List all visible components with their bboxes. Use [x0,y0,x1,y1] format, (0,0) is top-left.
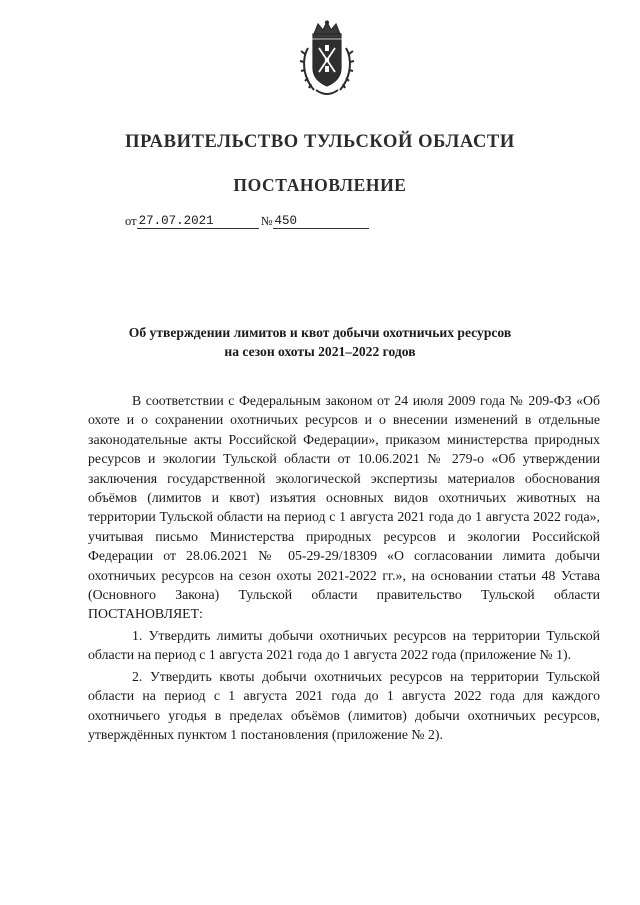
subject-line-2: на сезон охоты 2021–2022 годов [224,344,416,359]
government-title: ПРАВИТЕЛЬСТВО ТУЛЬСКОЙ ОБЛАСТИ [125,132,515,152]
document-subject [0,323,640,361]
date-number-line [125,211,369,229]
from-label: от [125,214,137,228]
item-2-paragraph: 2. Утвердить квоты добычи охотничьих ресурсов на территории Тульской области на период с 1 августа 2021 года до 1 августа 2022 года для каждого охотничьего угодья в пределах объёмов (лимитов) добычи охотничьих ресурсов, утверждённых пунктом 1 постановления (приложение № 2). [88,668,600,742]
document-number: 450 [273,214,369,229]
document-type: ПОСТАНОВЛЕНИЕ [233,175,407,195]
item-1-paragraph: 1. Утвердить лимиты добычи охотничьих ресурсов на территории Тульской области на период с 1 августа 2021 года до 1 августа 2022 года (приложение № 1). [88,627,600,663]
tula-coat-of-arms-icon [296,20,358,100]
subject-line-1: Об утверждении лимитов и квот добычи охотничьих ресурсов [128,325,512,340]
document-date: 27.07.2021 [137,214,259,229]
preamble-paragraph: В соответствии с Федеральным законом от 24 июля 2009 года № 209-ФЗ «Об охоте и о сохранении охотничьих ресурсов и о внесении изменений в отдельные законодательные акты Российской Федерации», приказом министерства природных ресурсов и экологии Тульской области от 10.06.2021 № 279-о «Об утверждении заключения государственной экологической экспертизы материалов обоснования объёмов (лимитов и квот) изъятия основных видов охотничьих животных на территории Тульской области на период с 1 августа 2021 года до 1 августа 2022 года», учитывая письмо Министерства природных ресурсов и экологии Российской Федерации от 28.06.2021 № 05-29-29/18309 «О согласовании лимита добычи охотничьих ресурсов на сезон охоты 2021-2022 гг.», на основании статьи 48 Устава (Основного Закона) Тульской области правительство Тульской области ПОСТАНОВЛЯЕТ: [88,393,600,622]
document-body [88,391,600,744]
number-label: № [260,214,273,228]
